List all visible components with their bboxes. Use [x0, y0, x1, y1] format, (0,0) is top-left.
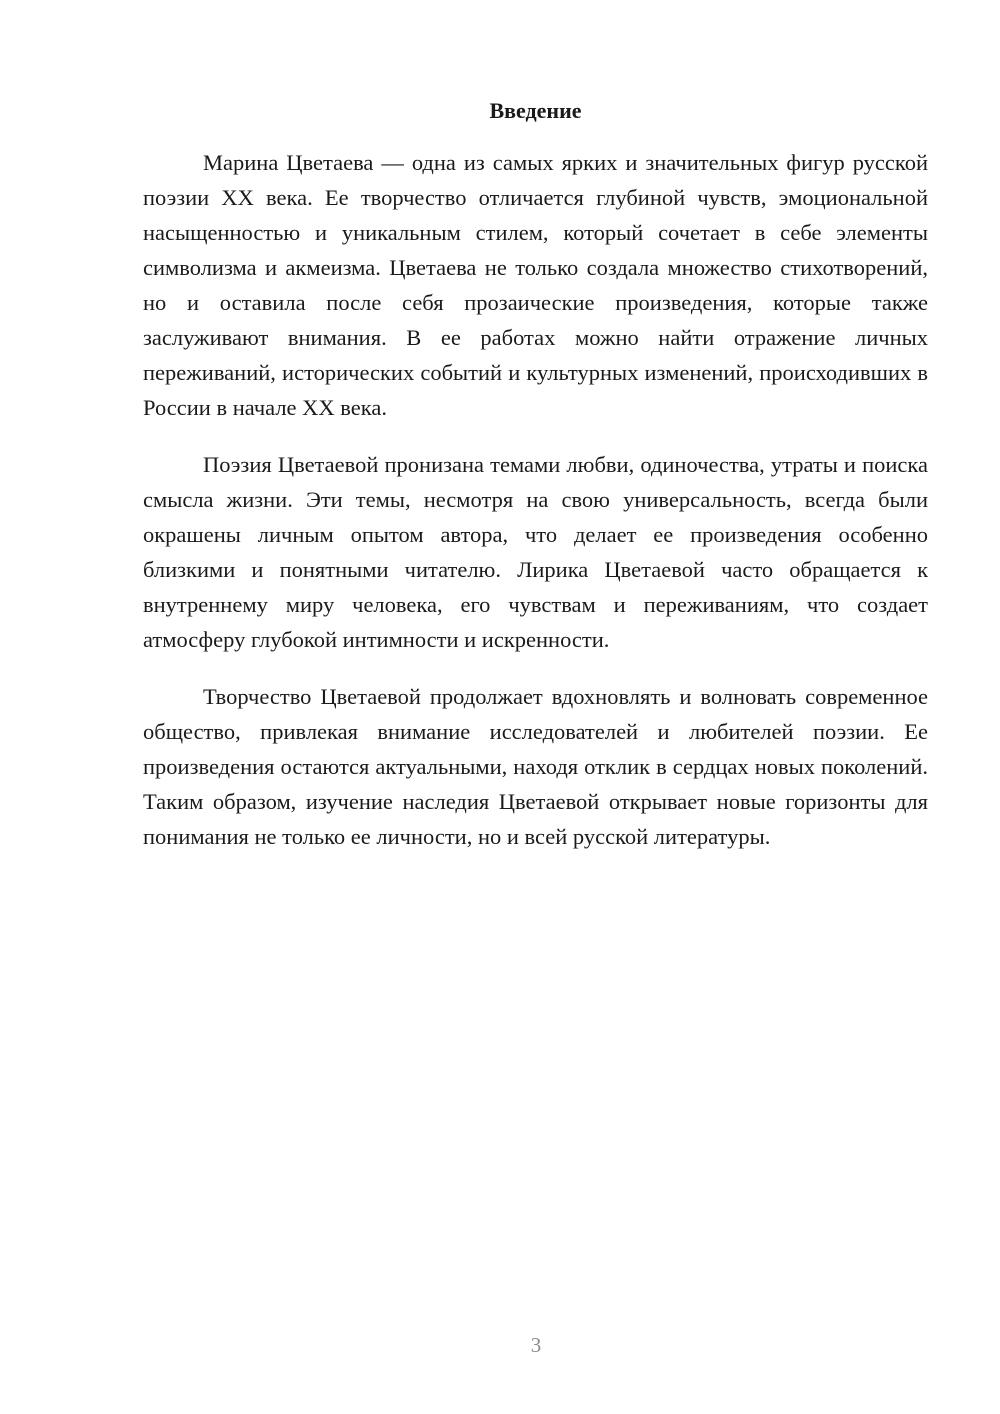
page-number: 3 — [530, 1333, 542, 1357]
paragraph-2: Поэзия Цветаевой пронизана темами любви, одиночества, утраты и поиска смысла жизни. Эти темы, несмотря на свою универсальность, всегда были окрашены личным опытом автора, что делает ее произведения особенно близкими и понятными читателю. Лирика Цветаевой часто обращается к внутреннему миру человека, его чувствам и переживаниям, что создает атмосферу глубокой интимности и искренности. — [143, 452, 928, 652]
page-content — [143, 96, 928, 876]
paragraph-3: Творчество Цветаевой продолжает вдохновлять и волновать современное общество, привлекая внимание исследователей и любителей поэзии. Ее произведения остаются актуальными, находя отклик в сердцах новых поколений. Таким образом, изучение наследия Цветаевой открывает новые горизонты для понимания не только ее личности, но и всей русской литературы. — [143, 684, 928, 849]
paragraph-1: Марина Цветаева — одна из самых ярких и значительных фигур русской поэзии XX века. Ее творчество отличается глубиной чувств, эмоциональной насыщенностью и уникальным стилем, который сочетает в себе элементы символизма и акмеизма. Цветаева не только создала множество стихотворений, но и оставила после себя прозаические произведения, которые также заслуживают внимания. В ее работах можно найти отражение личных переживаний, исторических событий и культурных изменений, происходивших в России в начале XX века. — [143, 150, 928, 420]
section-heading: Введение — [489, 98, 582, 123]
